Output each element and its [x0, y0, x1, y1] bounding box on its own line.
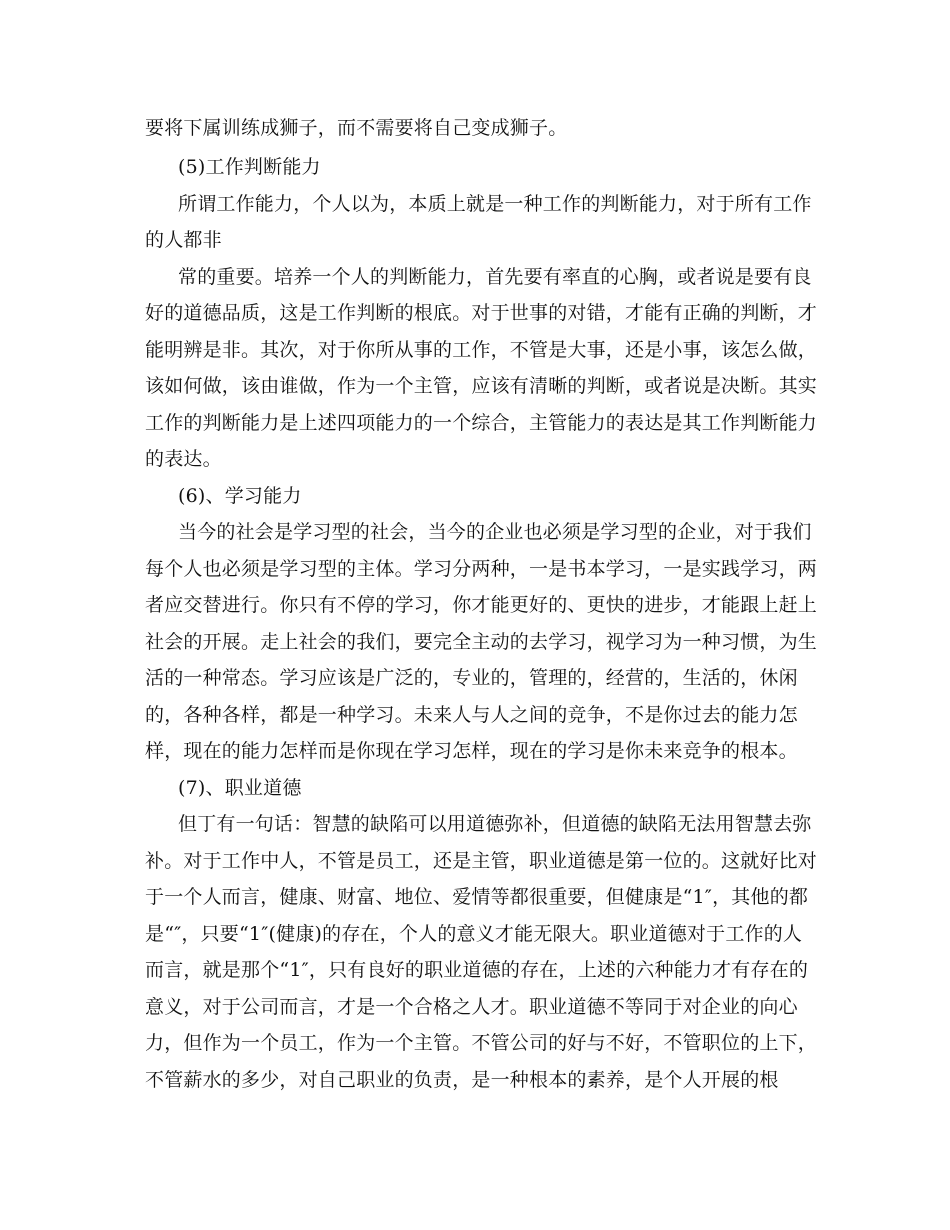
- text-line: 的人都非: [145, 229, 222, 251]
- text-line: 每个人也必须是学习型的主体。学习分两种，一是书本学习，一是实践学习，两: [145, 558, 818, 580]
- text-line: 力，但作为一个员工，作为一个主管。不管公司的好与不好，不管职位的上下，: [145, 1032, 818, 1054]
- section-heading: (6)、学习能力: [178, 485, 302, 507]
- text-line: 要将下属训练成狮子，而不需要将自己变成狮子。: [145, 117, 568, 139]
- text-line: 是“″，只要“1″(健康)的存在，个人的意义才能无限大。职业道德对于工作的人: [145, 923, 803, 945]
- text-line: 社会的开展。走上社会的我们，要完全主动的去学习，视学习为一种习惯，为生: [145, 631, 818, 653]
- text-line: 活的一种常态。学习应该是广泛的，专业的，管理的，经营的，生活的，休闲: [145, 667, 798, 689]
- text-line: 当今的社会是学习型的社会，当今的企业也必须是学习型的企业，对于我们: [178, 521, 812, 543]
- text-line: 该如何做，该由谁做，作为一个主管，应该有清晰的判断，或者说是决断。其实: [145, 375, 818, 397]
- text-line: 所谓工作能力，个人以为，本质上就是一种工作的判断能力，对于所有工作: [178, 193, 812, 215]
- text-line: 但丁有一句话：智慧的缺陷可以用道德弥补，但道德的缺陷无法用智慧去弥: [178, 813, 812, 835]
- section-heading: (5)工作判断能力: [178, 156, 321, 178]
- text-line: 意义，对于公司而言，才是一个合格之人才。职业道德不等同于对企业的向心: [145, 996, 798, 1018]
- text-line: 的表达。: [145, 448, 222, 470]
- text-line: 工作的判断能力是上述四项能力的一个综合，主管能力的表达是其工作判断能力: [145, 412, 818, 434]
- text-line: 不管薪水的多少，对自己职业的负责，是一种根本的素养，是个人开展的根: [145, 1069, 779, 1091]
- text-line: 于一个人而言，健康、财富、地位、爱情等都很重要，但健康是“1″，其他的都: [145, 886, 809, 908]
- text-line: 者应交替进行。你只有不停的学习，你才能更好的、更快的进步，才能跟上赶上: [145, 594, 818, 616]
- text-line: 补。对于工作中人，不管是员工，还是主管，职业道德是第一位的。这就好比对: [145, 850, 818, 872]
- text-line: 而言，就是那个“1″，只有良好的职业道德的存在，上述的六种能力才有存在的: [145, 959, 809, 981]
- text-line: 常的重要。培养一个人的判断能力，首先要有率直的心胸，或者说是要有良: [178, 266, 812, 288]
- text-line: 的，各种各样，都是一种学习。未来人与人之间的竞争，不是你过去的能力怎: [145, 704, 798, 726]
- text-line: 样，现在的能力怎样而是你现在学习怎样，现在的学习是你未来竞争的根本。: [145, 740, 798, 762]
- text-line: 好的道德品质，这是工作判断的根底。对于世事的对错，才能有正确的判断，才: [145, 302, 818, 324]
- text-line: 能明辨是非。其次，对于你所从事的工作，不管是大事，还是小事，该怎么做，: [145, 339, 818, 361]
- section-heading: (7)、职业道德: [178, 777, 302, 799]
